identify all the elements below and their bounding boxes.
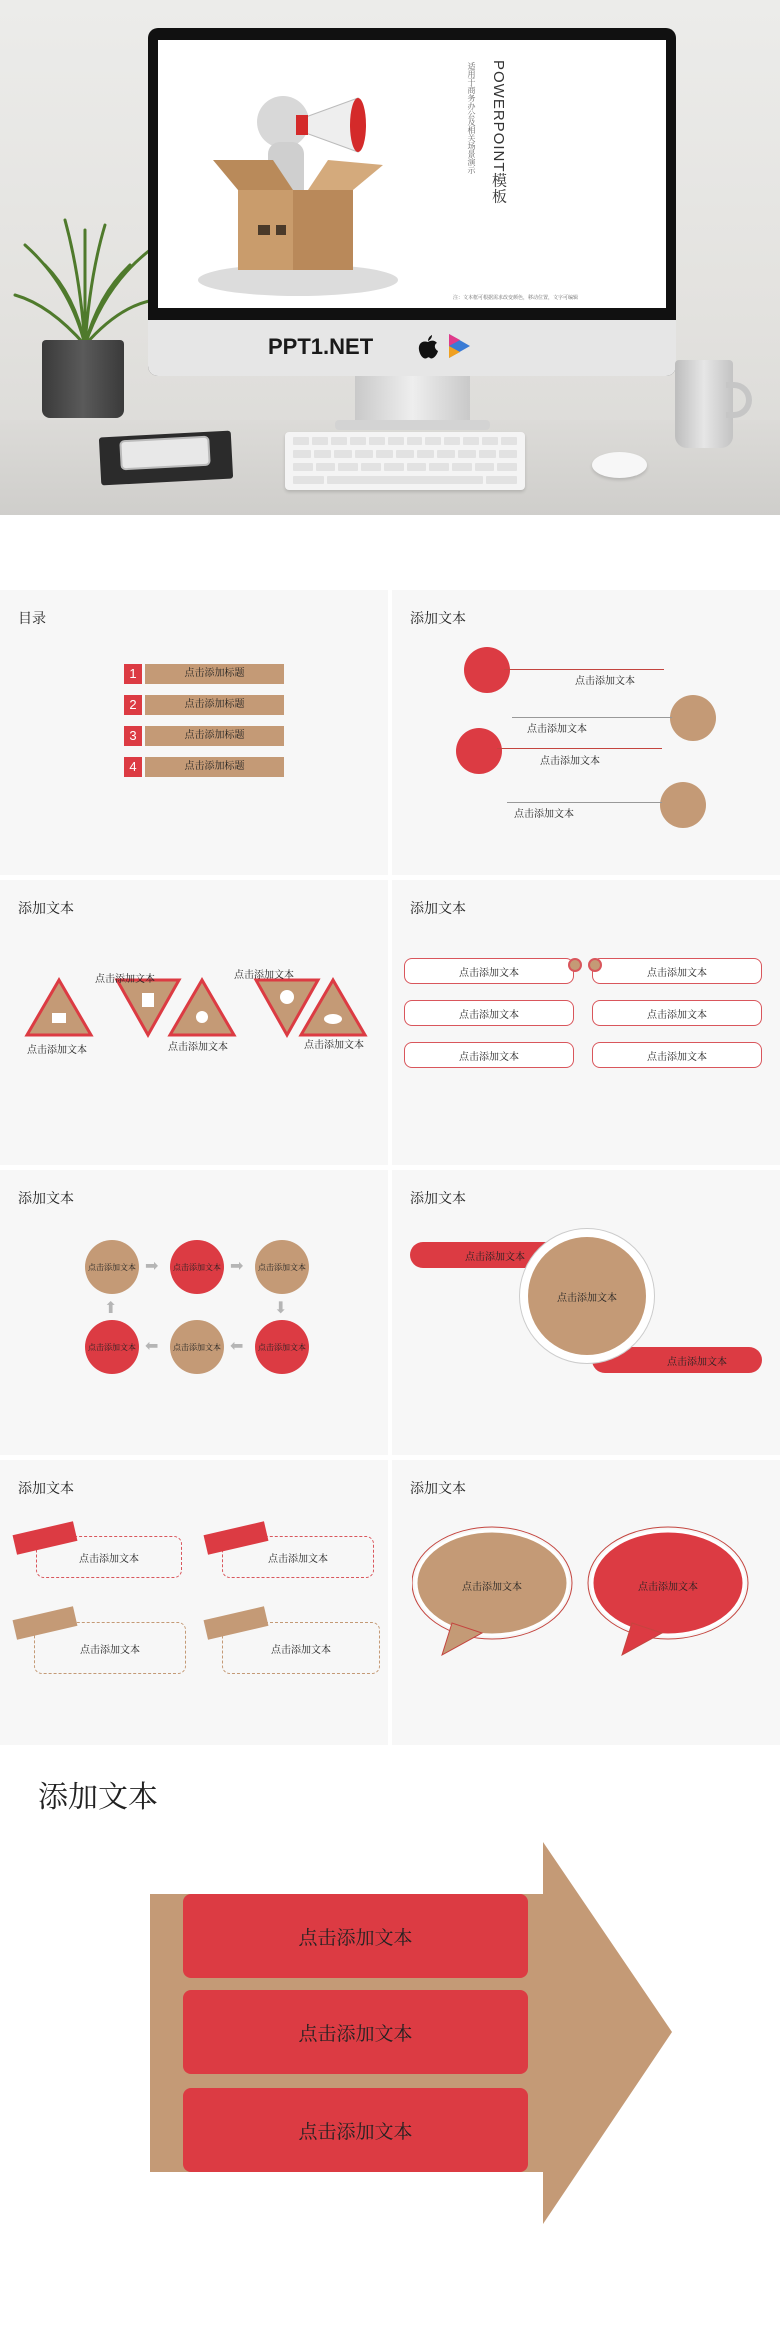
text-label[interactable]: 点击添加文本 [234,970,294,981]
slide-title: 添加文本 [18,900,74,916]
dot [568,958,582,972]
monitor-screen [158,40,666,308]
cycle-node[interactable]: 点击添加文本 [85,1320,139,1374]
arrow-up-icon: ⬆ [104,1300,118,1317]
slide-speech-bubbles[interactable] [392,1460,780,1745]
mouse [592,452,647,478]
arrow-down-icon: ⬇ [274,1300,288,1317]
monitor-stand [355,376,470,424]
plant-icon [10,215,160,350]
imac-monitor [148,28,676,376]
keyboard [285,432,525,490]
text-box[interactable]: 点击添加文本 [404,1000,574,1026]
mug [675,360,733,448]
circle-red [456,728,502,774]
text-label[interactable]: 点击添加文本 [514,809,574,820]
circle-tan [670,695,716,741]
megaphone-box-illustration [178,60,408,300]
slide-title: 添加文本 [410,1480,466,1496]
line [504,669,664,670]
triangles-row [24,975,374,1045]
contents-list [124,664,284,777]
contents-item[interactable]: 2 点击添加标题 [124,695,284,715]
dashed-box[interactable]: 点击添加文本 [36,1536,182,1578]
slide-big-circle[interactable] [392,1170,780,1455]
text-label[interactable]: 点击添加文本 [95,974,155,985]
text-box[interactable]: 点击添加文本 [404,958,574,984]
dashed-box[interactable]: 点击添加文本 [222,1536,374,1578]
text-label[interactable]: 点击添加文本 [638,1582,698,1593]
dot [588,958,602,972]
hero-image [0,0,780,515]
cycle-node[interactable]: 点击添加文本 [170,1320,224,1374]
slide-title: 添加文本 [410,1190,466,1206]
text-box[interactable]: 点击添加文本 [592,1000,762,1026]
text-label[interactable]: 点击添加文本 [168,1042,228,1053]
arrow-right-icon: ➡ [230,1258,244,1275]
line [507,802,662,803]
line [512,717,672,718]
arrow-left-icon: ⬅ [230,1338,244,1355]
slide-title: 添加文本 [38,1781,158,1814]
red-tab[interactable]: 点击添加文本 [592,1347,762,1373]
apple-logo-icon [416,334,440,360]
text-label[interactable]: 点击添加文本 [462,1582,522,1593]
screen-note: 注：文本框可根据需求改变颜色，移动位置，文字可编辑 [453,295,579,301]
arrow-text-box[interactable]: 点击添加文本 [183,2088,528,2172]
arrow-left-icon: ⬅ [145,1338,159,1355]
slide-title: 添加文本 [18,1190,74,1206]
arrow-right-icon: ➡ [145,1258,159,1275]
arrow-text-box[interactable]: 点击添加文本 [183,1894,528,1978]
ppt-logo-icon [446,332,472,360]
slide-triangles[interactable] [0,880,388,1165]
text-box[interactable]: 点击添加文本 [592,958,762,984]
text-label[interactable]: 点击添加文本 [540,756,600,767]
arrow-text-box[interactable]: 点击添加文本 [183,1990,528,2074]
circle-red [464,647,510,693]
screen-subtitle: 适用于商务办公及相关场景演示 [467,62,476,174]
screen-title: POWERPOINT模板 [490,60,507,205]
cycle-node[interactable]: 点击添加文本 [170,1240,224,1294]
cycle-node[interactable]: 点击添加文本 [255,1320,309,1374]
slide-pill-boxes[interactable] [392,880,780,1165]
cycle-node[interactable]: 点击添加文本 [85,1240,139,1294]
slide-title: 添加文本 [410,900,466,916]
contents-item[interactable]: 1 点击添加标题 [124,664,284,684]
slide-cycle[interactable] [0,1170,388,1455]
dashed-box[interactable]: 点击添加文本 [34,1622,186,1674]
plant-pot [42,340,124,418]
text-box[interactable]: 点击添加文本 [592,1042,762,1068]
monitor-foot [335,420,490,430]
mug-handle [726,382,752,418]
smartphone [119,436,210,471]
text-label[interactable]: 点击添加文本 [575,676,635,687]
red-tab[interactable]: 点击添加文本 [410,1242,580,1268]
slide-big-arrow[interactable] [0,1752,780,2340]
text-label[interactable]: 点击添加文本 [27,1045,87,1056]
text-label[interactable]: 点击添加文本 [304,1040,364,1051]
text-label[interactable]: 点击添加文本 [527,724,587,735]
speech-bubbles [412,1525,762,1665]
slide-title: 目录 [18,610,46,626]
slide-circles-lines[interactable] [392,590,780,875]
circle-tan [660,782,706,828]
slide-title: 添加文本 [410,610,466,626]
monitor-chin [148,320,676,376]
slide-tags[interactable] [0,1460,388,1745]
center-circle[interactable]: 点击添加文本 [528,1237,646,1355]
contents-item[interactable]: 4 点击添加标题 [124,757,284,777]
text-box[interactable]: 点击添加文本 [404,1042,574,1068]
slide-contents[interactable] [0,590,388,875]
dashed-box[interactable]: 点击添加文本 [222,1622,380,1674]
contents-item[interactable]: 3 点击添加标题 [124,726,284,746]
cycle-node[interactable]: 点击添加文本 [255,1240,309,1294]
line [497,748,662,749]
brand-text: PPT1.NET [268,334,374,359]
slide-title: 添加文本 [18,1480,74,1496]
